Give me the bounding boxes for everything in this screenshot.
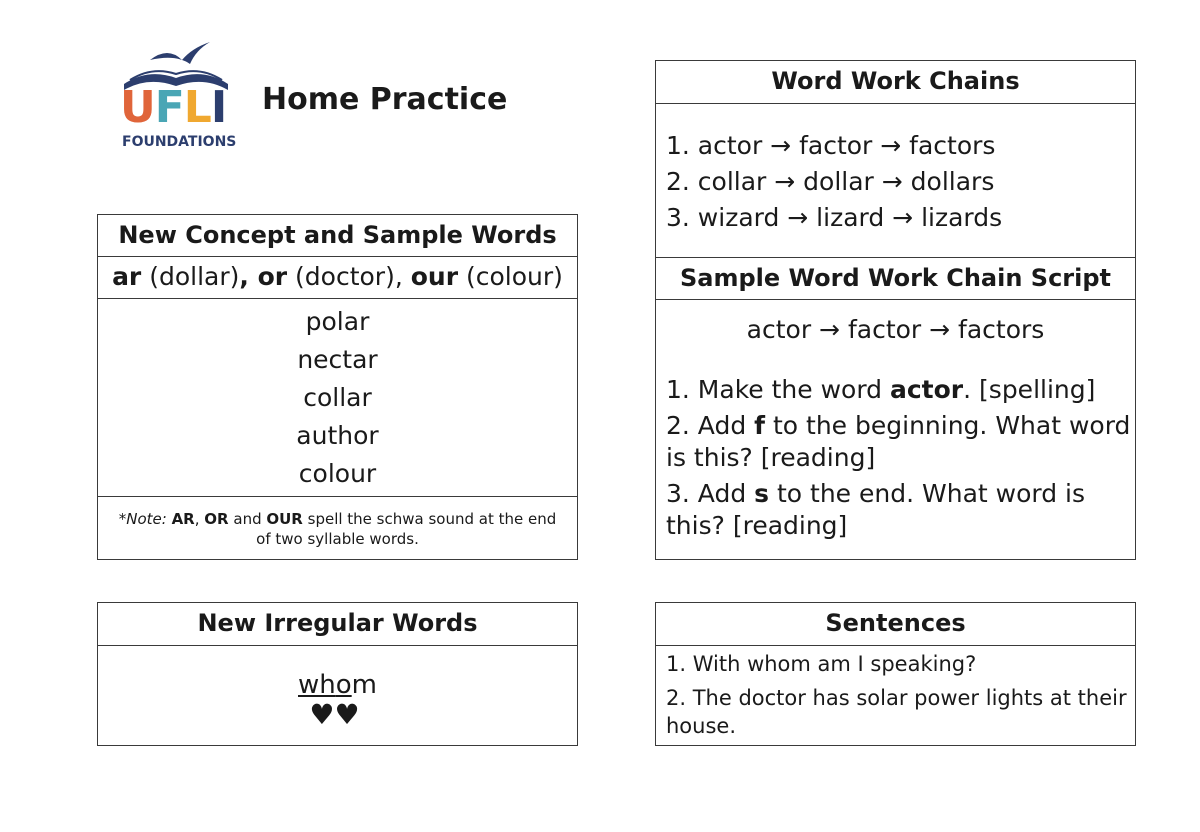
script-header: Sample Word Work Chain Script — [656, 257, 1135, 299]
chains-list — [656, 103, 1135, 257]
script-chain: actor → factor → factors — [746, 315, 1045, 344]
sample-word: polar — [305, 307, 370, 336]
chain-item: 2. collar → dollar → dollars — [666, 167, 995, 196]
chains-header: Word Work Chains — [771, 67, 1020, 95]
script-step: 2. Add f to the beginning. What word is this? [reading] — [666, 411, 1131, 472]
script-step: 3. Add s to the end. What word is this? [reading] — [666, 479, 1086, 540]
sample-word: colour — [298, 459, 377, 488]
sentences-header: Sentences — [825, 609, 966, 637]
concept-box — [97, 214, 578, 560]
pattern-our: our — [410, 262, 459, 291]
sentences-box — [655, 602, 1136, 746]
irregular-word-area — [98, 645, 577, 745]
ufli-logo — [118, 38, 238, 158]
irregular-box — [97, 602, 578, 746]
concept-patterns: ar (dollar), or (doctor), our (colour) — [98, 256, 577, 298]
script-body — [656, 299, 1135, 559]
sample-word: nectar — [297, 345, 378, 374]
concept-header: New Concept and Sample Words — [118, 221, 557, 249]
sentence-item: 2. The doctor has solar power lights at their house. — [666, 686, 1127, 738]
page-title: Home Practice — [262, 82, 508, 117]
chains-box — [655, 60, 1136, 560]
chain-item: 3. wizard → lizard → lizards — [666, 203, 1003, 232]
chain-item: 1. actor → factor → factors — [666, 131, 996, 160]
sentence-item: 1. With whom am I speaking? — [666, 652, 977, 676]
pattern-or: or — [257, 262, 288, 291]
logo-main-text: UFLI — [120, 82, 227, 133]
irregular-header: New Irregular Words — [197, 609, 478, 637]
sample-word: collar — [303, 383, 372, 412]
logo-sub-text: FOUNDATIONS — [122, 134, 237, 150]
heart-icons: ♥♥ — [309, 698, 360, 731]
sample-word-list — [98, 298, 577, 496]
concept-note: *Note: AR, OR and OUR spell the schwa sound at the end of two syllable words. — [98, 496, 577, 559]
irregular-word: whom — [298, 670, 377, 700]
pattern-ar: ar — [112, 262, 142, 291]
script-step: 1. Make the word actor. [spelling] — [666, 375, 1096, 404]
sample-word: author — [296, 421, 379, 450]
sentences-list — [656, 645, 1135, 745]
